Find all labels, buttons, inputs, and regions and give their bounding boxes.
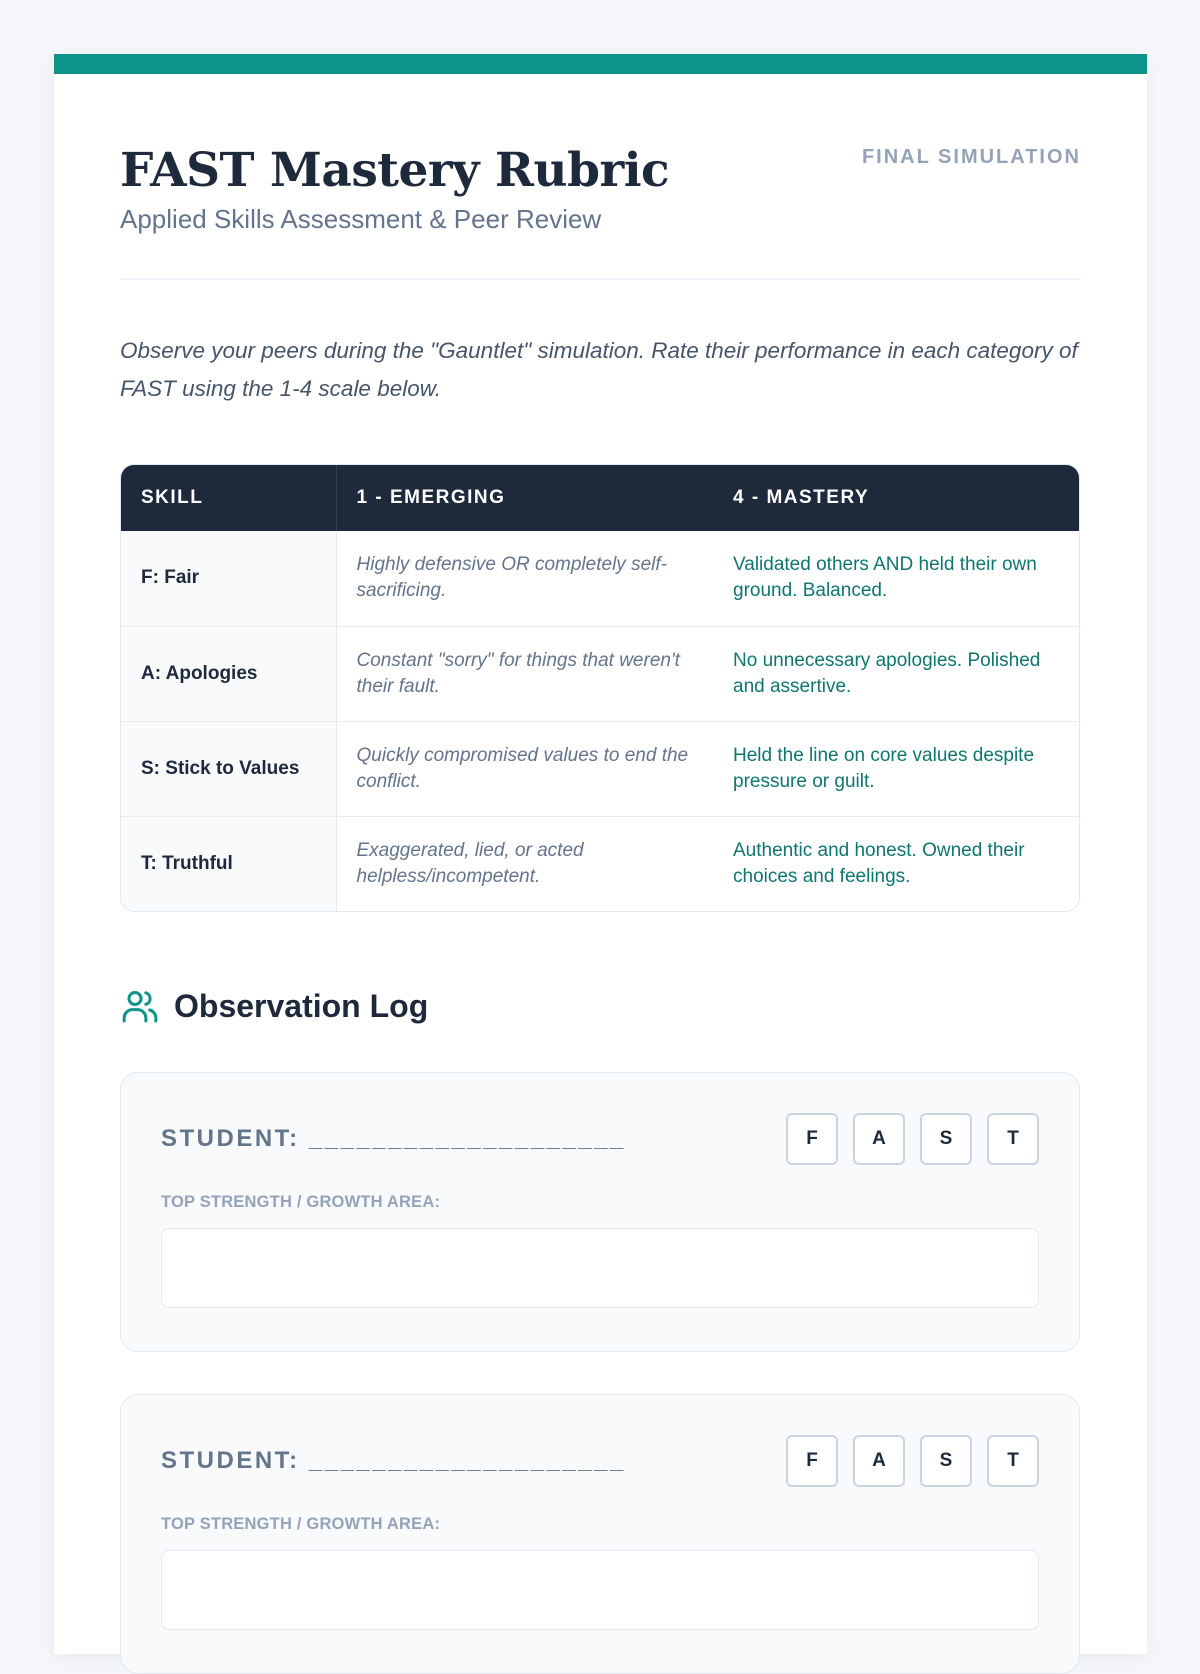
page-title: FAST Mastery Rubric xyxy=(120,143,670,198)
rating-box-f[interactable]: F xyxy=(786,1113,838,1165)
emerging-cell: Constant "sorry" for things that weren't their fault. xyxy=(336,626,713,721)
emerging-cell: Highly defensive OR completely self-sacrificing. xyxy=(356,554,667,602)
section-title: Observation Log xyxy=(174,987,429,1024)
observation-card xyxy=(120,1394,1080,1674)
instructions-text: Observe your peers during the "Gauntlet" simulation. Rate their performance in each category of FAST using the 1-4 scale below. xyxy=(120,338,1078,401)
strength-area-field[interactable] xyxy=(161,1550,1039,1630)
mastery-cell: No unnecessary apologies. Polished and assertive. xyxy=(713,626,1079,721)
skill-cell: S: Stick to Values xyxy=(121,721,336,816)
student-row xyxy=(161,1113,1039,1165)
skill-cell: A: Apologies xyxy=(121,626,336,721)
accent-bar xyxy=(54,54,1147,74)
table-row xyxy=(121,531,1079,626)
page-subtitle: Applied Skills Assessment & Peer Review xyxy=(120,204,602,234)
rating-box-s[interactable]: S xyxy=(920,1113,972,1165)
rating-box-a[interactable]: A xyxy=(853,1435,905,1487)
users-icon xyxy=(120,986,160,1026)
page-header xyxy=(120,140,1081,280)
skill-cell: F: Fair xyxy=(121,531,336,626)
mastery-cell: Authentic and honest. Owned their choices and feelings. xyxy=(713,816,1079,911)
rating-box-f[interactable]: F xyxy=(786,1435,838,1487)
rubric-table xyxy=(120,464,1080,912)
rating-box-t[interactable]: T xyxy=(987,1113,1039,1165)
sheet-content xyxy=(54,74,1147,1674)
emerging-cell: Exaggerated, lied, or acted helpless/incompetent. xyxy=(336,816,713,911)
rating-box-s[interactable]: S xyxy=(920,1435,972,1487)
strength-area-label: TOP STRENGTH / GROWTH AREA: xyxy=(161,1515,441,1533)
student-row xyxy=(161,1435,1039,1487)
observation-log-heading xyxy=(120,982,1081,1030)
rating-box-t[interactable]: T xyxy=(987,1435,1039,1487)
header-emerging: 1 - EMERGING xyxy=(336,465,713,531)
fast-rating-boxes xyxy=(771,1113,1039,1165)
strength-area-field[interactable] xyxy=(161,1228,1039,1308)
rating-box-a[interactable]: A xyxy=(853,1113,905,1165)
skill-cell: T: Truthful xyxy=(121,816,336,911)
header-skill: SKILL xyxy=(121,465,336,531)
student-name-line: STUDENT: ____________________ xyxy=(161,1447,626,1474)
table-row xyxy=(121,816,1079,911)
rubric-sheet xyxy=(54,54,1147,1654)
header-mastery: 4 - MASTERY xyxy=(713,465,1079,531)
mastery-cell: Held the line on core values despite pressure or guilt. xyxy=(713,721,1079,816)
simulation-tag: FINAL SIMULATION xyxy=(861,146,1081,168)
observation-card xyxy=(120,1072,1080,1352)
mastery-cell: Validated others AND held their own ground. Balanced. xyxy=(733,554,1037,602)
emerging-cell: Quickly compromised values to end the conflict. xyxy=(336,721,713,816)
table-row xyxy=(121,626,1079,721)
strength-area-label: TOP STRENGTH / GROWTH AREA: xyxy=(161,1193,441,1211)
rubric-header-row xyxy=(121,465,1079,531)
table-row xyxy=(121,721,1079,816)
fast-rating-boxes xyxy=(771,1435,1039,1487)
student-name-line: STUDENT: ____________________ xyxy=(161,1125,626,1152)
